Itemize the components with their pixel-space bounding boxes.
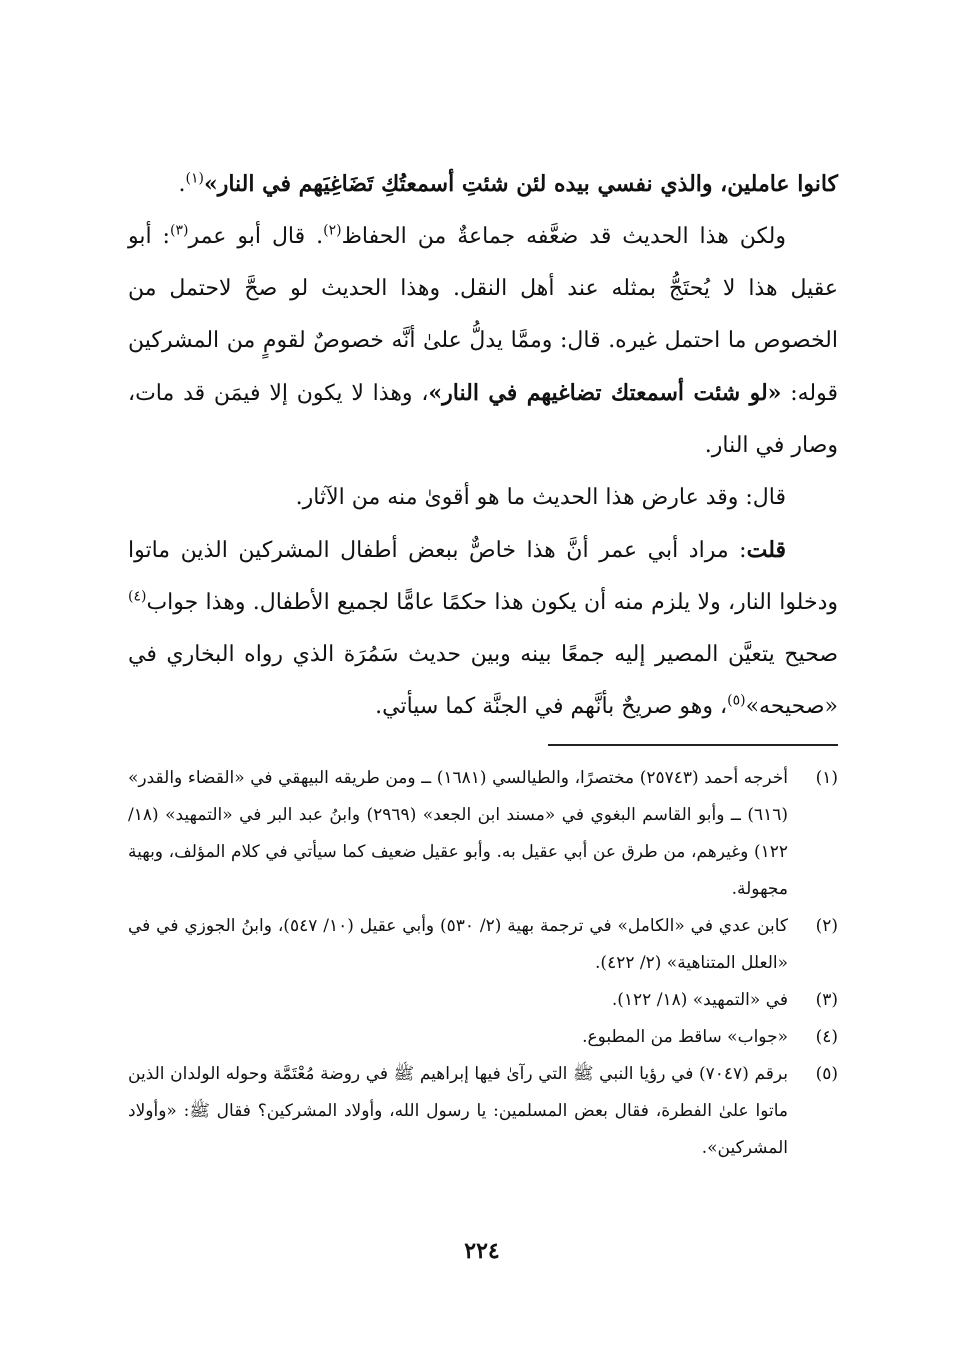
paragraph-3 bbox=[128, 472, 838, 524]
footnote-number: (١) bbox=[815, 768, 838, 788]
footnote-separator bbox=[548, 744, 838, 746]
footnote-number: (٣) bbox=[815, 990, 838, 1010]
footnote-5 bbox=[128, 1056, 838, 1167]
quoted-hadith: «لو شئت أسمعتك تضاغيهم في النار» bbox=[428, 380, 782, 406]
footnote-ref-2[interactable]: (٢) bbox=[323, 222, 342, 239]
footnote-ref-4[interactable]: (٤) bbox=[128, 588, 147, 605]
qultu-lead: قلت bbox=[746, 537, 786, 563]
footnote-number: (٤) bbox=[815, 1027, 838, 1047]
footnote-number: (٥) bbox=[815, 1064, 838, 1084]
footnote-text: «جواب» ساقط من المطبوع. bbox=[582, 1027, 788, 1047]
paragraph-4-part-c: ، وهو صريحٌ بأنَّهم في الجنَّة كما سيأتي. bbox=[375, 694, 728, 719]
paragraph-4-part-b: صحيح يتعيَّن المصير إليه جمعًا بينه وبين حديث سَمُرَة الذي رواه البخاري في «صحيحه» bbox=[128, 642, 838, 719]
paragraph-4-part-a: : مراد أبي عمر أنَّ هذا خاصٌّ ببعض أطفال المشركين الذين ماتوا ودخلوا النار، ولا يلزم منه أن يكون هذا حكمًا عامًّا لجميع الأطفال. وهذا جواب bbox=[128, 538, 838, 615]
footnote-ref-5[interactable]: (٥) bbox=[727, 692, 746, 709]
paragraph-3-text: قال: وقد عارض هذا الحديث ما هو أقوىٰ منه من الآثار. bbox=[295, 485, 786, 510]
footnote-2 bbox=[128, 908, 838, 982]
footnote-3 bbox=[128, 982, 838, 1019]
hadith-quote-end: كانوا عاملين، والذي نفسي بيده لئن شئتِ أسمعتُكِ تَضَاغِيَهم في النار» bbox=[203, 171, 838, 197]
footnotes bbox=[128, 760, 838, 1167]
paragraph-2-part-b: . قال أبو عمر bbox=[188, 224, 324, 249]
main-text bbox=[128, 158, 838, 733]
footnote-4 bbox=[128, 1019, 838, 1056]
footnote-text: في «التمهيد» (١٨/ ١٢٢). bbox=[611, 990, 788, 1010]
footnote-text: كابن عدي في «الكامل» في ترجمة بهية (٢/ ٥٣٠) وأبي عقيل (١٠/ ٥٤٧)، وابنُ الجوزي في في «العلل المتناهية» (٢/ ٤٢٢). bbox=[128, 916, 788, 973]
paragraph-2-part-d: ، وهذا لا يكون إلا فيمَن قد مات، وصار في النار. bbox=[128, 381, 838, 458]
footnote-ref-1[interactable]: (١) bbox=[185, 170, 204, 187]
paragraph-2-part-a: ولكن هذا الحديث قد ضعَّفه جماعةٌ من الحفاظ bbox=[341, 224, 786, 249]
footnote-number: (٢) bbox=[815, 916, 838, 936]
paragraph-1-tail: . bbox=[178, 172, 186, 197]
footnote-text: برقم (٧٠٤٧) في رؤيا النبي ﷺ التي رآىٰ فيها إبراهيم ﷺ في روضة مُعْتَمَّة وحوله الولدان الذين ماتوا علىٰ الفطرة، فقال بعض المسلمين: يا رسول الله، وأولاد المشركين؟ فقال ﷺ: «وأولاد المشركين». bbox=[128, 1064, 788, 1158]
footnote-text: أخرجه أحمد (٢٥٧٤٣) مختصرًا، والطيالسي (١٦٨١) ــ ومن طريقه البيهقي في «القضاء والقدر» (٦١٦) ــ وأبو القاسم البغوي في «مسند ابن الجعد» (٢٩٦٩) وابنُ عبد البر في «التمهيد» (١٨/ ١٢٢) وغيرهم، من طرق عن أبي عقيل به. وأبو عقيل ضعيف كما سيأتي في كلام المؤلف، وبهية مجهولة. bbox=[128, 768, 789, 899]
paragraph-2-part-c: : أبو عقيل هذا لا يُحتَجُّ بمثله عند أهل النقل. وهذا الحديث لو صحَّ لاحتمل من الخصوص ما احتمل غيره. قال: وممَّا يدلُّ علىٰ أنَّه خصوصٌ لقومٍ من المشركين قوله: bbox=[128, 224, 838, 406]
page-number: ٢٢٤ bbox=[464, 1238, 500, 1264]
footnote-ref-3[interactable]: (٣) bbox=[169, 222, 189, 239]
paragraph-4 bbox=[128, 524, 838, 733]
footnote-1 bbox=[128, 760, 838, 908]
paragraph-2 bbox=[128, 211, 838, 472]
paragraph-1 bbox=[128, 158, 838, 211]
